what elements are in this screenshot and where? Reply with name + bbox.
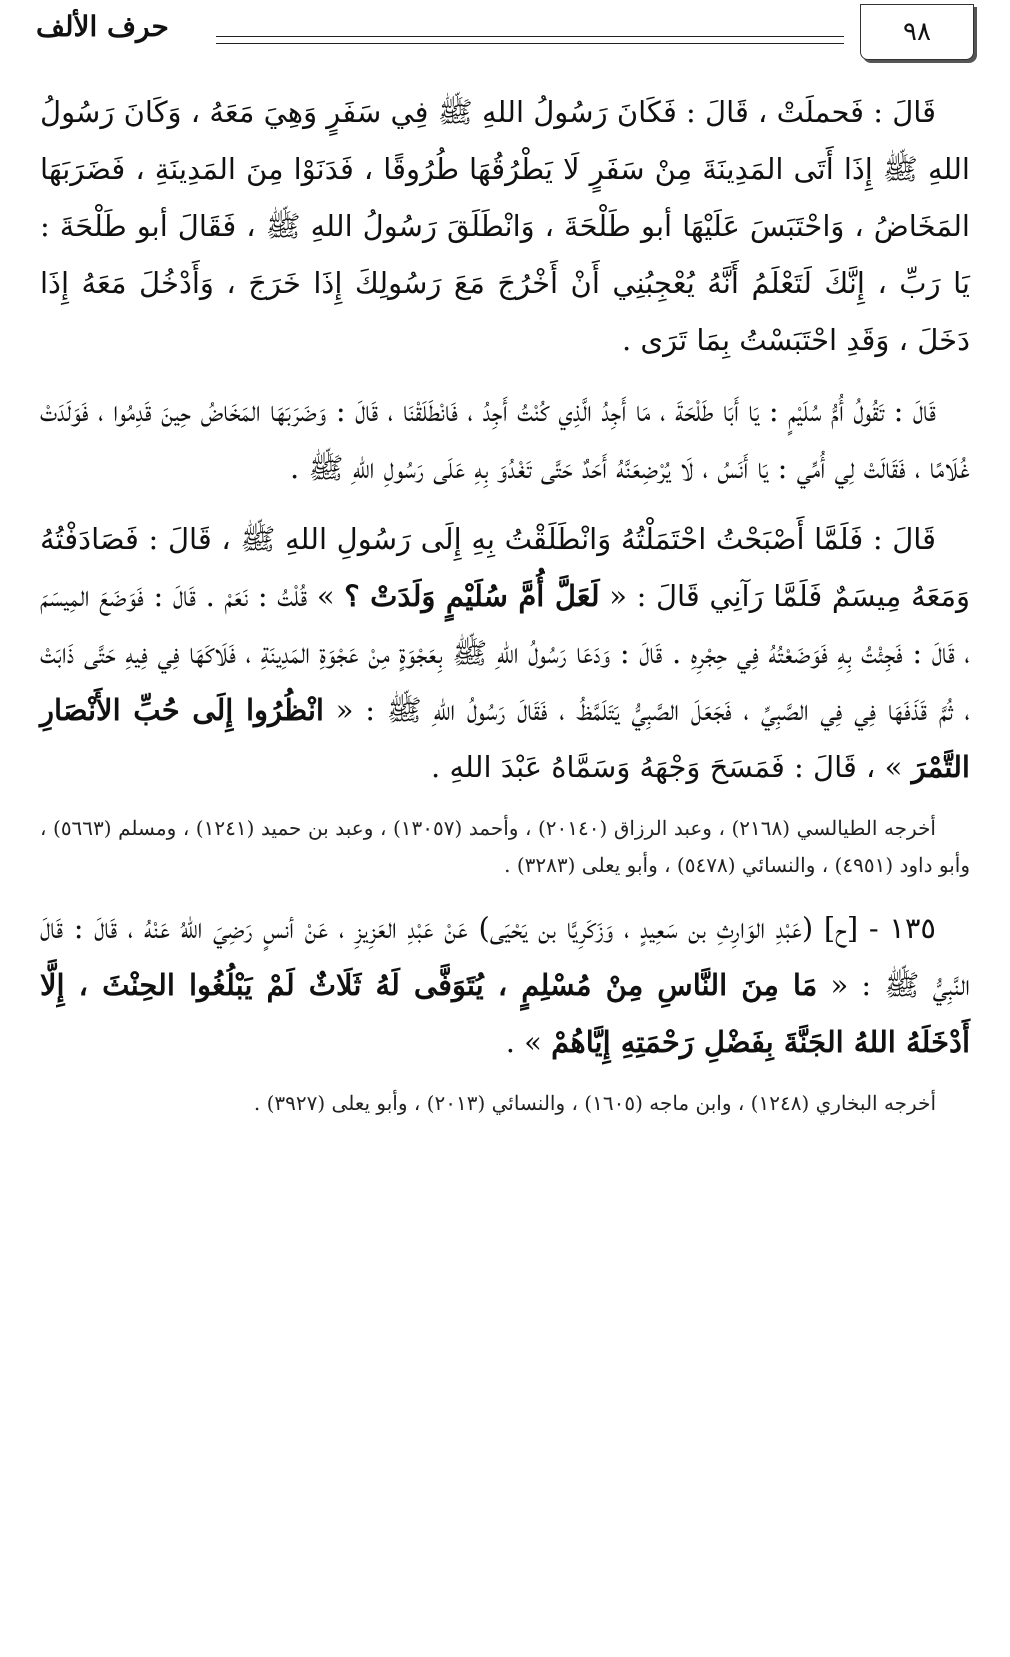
hadith-quote-2: انْظُرُوا إِلَى حُبِّ الأَنْصَارِ التَّمْرَ bbox=[40, 693, 970, 784]
takhrij-reference-2: أخرجه البخاري (١٢٤٨) ، وابن ماجه (١٦٠٥) ، والنسائي (٢٠١٣) ، وأبو يعلى (٣٩٢٧) . bbox=[253, 1091, 936, 1115]
paragraph-3-text-a: قَالَ : فَلَمَّا أَصْبَحْتُ احْتَمَلْتُهُ وَانْطَلَقْتُ بِهِ إِلَى رَسُولِ اللهِ ﷺ ، قَالَ : فَصَادَفْتُهُ وَمَعَهُ مِيسَمٌ فَلَمَّا رَآنِي قَالَ : « bbox=[40, 522, 971, 613]
paragraph-4 bbox=[40, 900, 970, 1071]
page-body bbox=[40, 84, 970, 1138]
header-rule bbox=[216, 36, 844, 44]
page-number: ٩٨ bbox=[860, 4, 974, 60]
takhrij-reference-1: أخرجه الطيالسي (٢١٦٨) ، وعبد الرزاق (٢٠١٤٠) ، وأحمد (١٣٠٥٧) ، وعبد بن حميد (١٢٤١) ، ومسلم (٥٦٦٣) ، وأبو داود (٤٩٥١) ، والنسائي (٥٤٧٨) ، وأبو يعلى (٣٢٨٣) . bbox=[40, 816, 970, 877]
page-header bbox=[36, 0, 974, 70]
hadith-quote-3: مَا مِنَ النَّاسِ مِنْ مُسْلِمٍ ، يُتَوَفَّى لَهُ ثَلَاثٌ لَمْ يَبْلُغُوا الحِنْثَ ، إِلَّا أَدْخَلَهُ اللهُ الجَنَّةَ بِفَضْلِ رَحْمَتِهِ إِيَّاهُمْ bbox=[40, 968, 970, 1059]
paragraph-3-text-c: » قُلْتُ : نَعَمْ . قَالَ : فَوَضَعَ المِيسَمَ ، قَالَ : فَجِئْتُ بِهِ فَوَضَعْتُهُ فِي حِجْرِهِ . قَالَ : وَدَعَا رَسُولُ اللهِ ﷺ بِعَجْوَةٍ مِنْ عَجْوَةِ المَدِينَةِ ، فَلَاكَهَا فِي فِيهِ حَتَّى ذَابَتْ ، ثُمَّ قَذَفَهَا فِي فِي الصَّبِيِّ ، فَجَعَلَ الصَّبِيُّ يَتَلَمَّظُ ، فَقَالَ رَسُولُ اللهِ ﷺ : « bbox=[40, 579, 971, 727]
paragraph-4-text-c: » . bbox=[505, 1025, 542, 1059]
paragraph-4-text-a: ١٣٥ - [ح] (عَبْدِ الوَارِثِ بن سَعِيدٍ ، وَزَكَرِيَّا بن يَحْيَى) عَنْ عَبْدِ العَزِيزِ ، عَنْ أنسٍ رَضِيَ اللهُ عَنْهُ ، قَالَ : قَالَ النَّبِيُّ ﷺ : « bbox=[40, 911, 970, 1002]
paragraph-3-text-e: » ، قَالَ : فَمَسَحَ وَجْهَهُ وَسَمَّاهُ عَبْدَ اللهِ . bbox=[431, 750, 903, 784]
paragraph-3 bbox=[40, 511, 970, 796]
hadith-quote-1: لَعَلَّ أُمَّ سُلَيْمٍ وَلَدَتْ ؟ bbox=[344, 579, 600, 613]
paragraph-2: قَالَ : تَقُولُ أُمُّ سُلَيْمٍ : يَا أَبَا طَلْحَةَ ، مَا أَجِدُ الَّذِي كُنْتُ أَجِدُ ، فَانْطَلَقْنَا ، قَالَ : وَضَرَبَهَا المَخَاضُ حِينَ قَدِمُوا ، فَوَلَدَتْ غُلَامًا ، فَقَالَتْ لِي أُمِّي : يَا أَنَسُ ، لَا يُرْضِعَنَّهُ أَحَدٌ حَتَّى تَغْدُوَ بِهِ عَلَى رَسُولِ اللهِ ﷺ . bbox=[40, 394, 970, 485]
chapter-title: حرف الألف bbox=[36, 10, 169, 43]
paragraph-1: قَالَ : فَحملَتْ ، قَالَ : فَكَانَ رَسُولُ اللهِ ﷺ فِي سَفَرٍ وَهِيَ مَعَهُ ، وَكَانَ رَسُولُ اللهِ ﷺ إِذَا أَتَى المَدِينَةَ مِنْ سَفَرٍ لَا يَطْرُقُهَا طُرُوقًا ، فَدَنَوْا مِنَ المَدِينَةِ ، فَضَرَبَهَا المَخَاضُ ، وَاحْتَبَسَ عَلَيْهَا أبو طَلْحَةَ ، وَانْطَلَقَ رَسُولُ اللهِ ﷺ ، فَقَالَ أبو طَلْحَةَ : يَا رَبِّ ، إِنَّكَ لَتَعْلَمُ أَنَّهُ يُعْجِبُنِي أَنْ أَخْرُجَ مَعَ رَسُولِكَ إِذَا خَرَجَ ، وَأَدْخُلَ مَعَهُ إِذَا دَخَلَ ، وَقَدِ احْتَبَسْتُ بِمَا تَرَى . bbox=[40, 95, 970, 357]
